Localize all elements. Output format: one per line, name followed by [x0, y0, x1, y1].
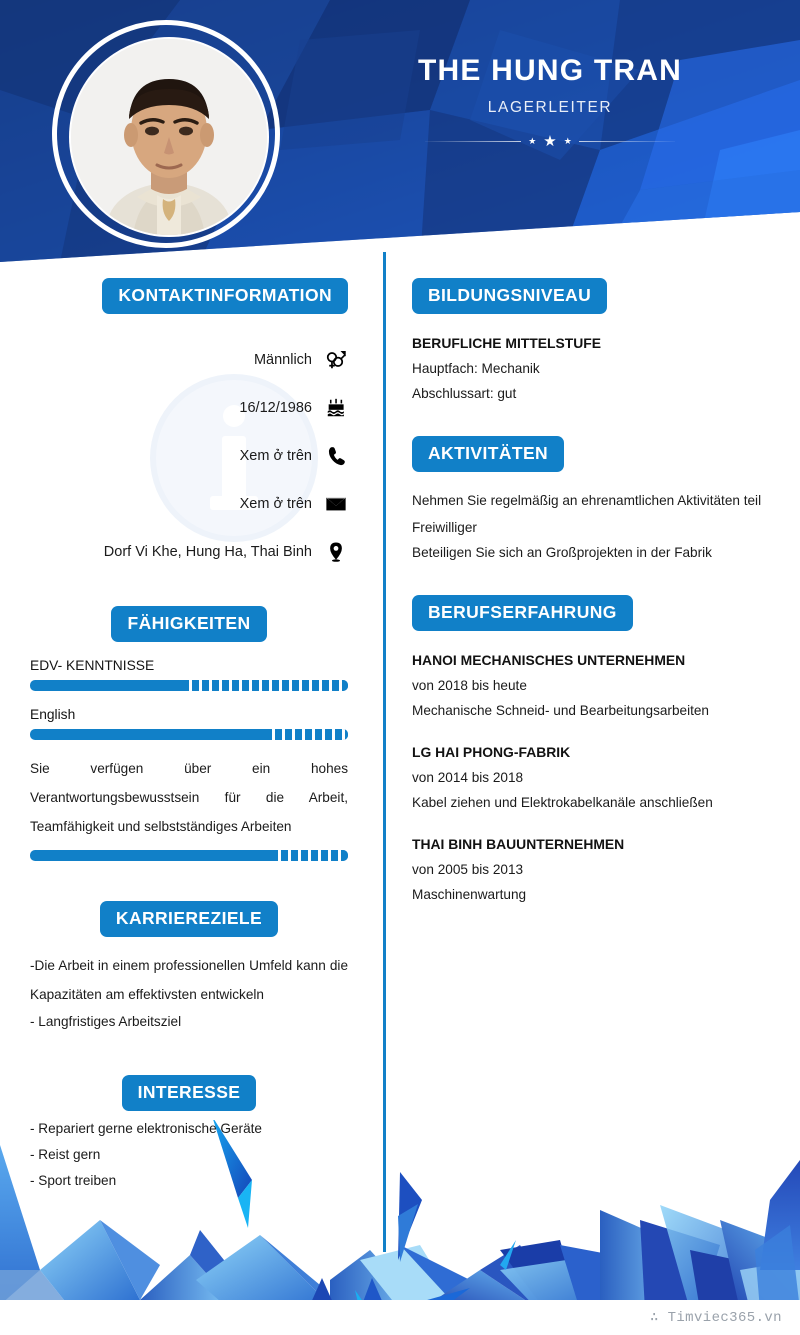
experience-heading: BERUFSERFAHRUNG: [412, 595, 633, 631]
phone-icon: [324, 444, 348, 468]
divider-rule-left: [425, 141, 521, 142]
interests-line-1: - Repariert gerne elektronische Geräte: [30, 1121, 262, 1136]
contact-row-phone: [30, 432, 348, 480]
contact-value-phone: Xem ở trên: [239, 448, 312, 464]
skill-bar-soft: [30, 850, 348, 861]
right-column: [412, 278, 770, 907]
footer-credit: ∴ Timviec365.vn: [649, 1310, 782, 1326]
skill-bar-soft-remainder: [278, 850, 348, 861]
interests-line-2: - Reist gern: [30, 1147, 101, 1162]
skill-label-english: English: [30, 707, 76, 722]
contact-heading-row: [30, 278, 348, 314]
experience-period-3: von 2005 bis 2013: [412, 862, 524, 877]
skill-bar-english-remainder: [272, 729, 348, 740]
contact-row-birthday: [30, 384, 348, 432]
gender-icon: [324, 348, 348, 372]
location-pin-icon: [324, 540, 348, 564]
skill-bar-english: [30, 729, 348, 740]
skill-bar-edv-remainder: [189, 680, 348, 691]
contact-row-gender: [30, 336, 348, 384]
birthday-cake-icon: [324, 396, 348, 420]
contact-value-email: Xem ở trên: [239, 496, 312, 512]
experience-title-1: HANOI MECHANISCHES UNTERNEHMEN: [412, 652, 686, 668]
education-heading: BILDUNGSNIVEAU: [412, 278, 607, 314]
contact-heading: KONTAKTINFORMATION: [102, 278, 348, 314]
skills-heading-row: [30, 606, 348, 642]
star-icon-right: ★: [563, 136, 572, 146]
career-goals-line-1: - Langfristiges Arbeitsziel: [30, 1014, 182, 1029]
experience-description-1: Mechanische Schneid- und Bearbeitungsarbeiten: [412, 703, 709, 718]
experience-description-3: Maschinenwartung: [412, 887, 527, 902]
experience-period-2: von 2014 bis 2018: [412, 770, 524, 785]
contact-value-birthday: 16/12/1986: [239, 400, 312, 416]
education-entry-title: BERUFLICHE MITTELSTUFE: [412, 335, 602, 351]
education-entry-line-1: Hauptfach: Mechanik: [412, 361, 540, 376]
contact-value-address: Dorf Vi Khe, Hung Ha, Thai Binh: [103, 544, 312, 560]
experience-entry-1: [412, 648, 770, 723]
career-goals-paragraph: -Die Arbeit in einem professionellen Umfeld kann die Kapazitäten am effektivsten entwickeln: [30, 958, 348, 1002]
skills-note: Sie verfügen über ein hohes Verantwortungsbewusstsein für die Arbeit, Teamfähigkeit und selbstständiges Arbeiten: [30, 761, 348, 834]
candidate-name: THE HUNG TRAN: [418, 54, 682, 87]
contact-value-gender: Männlich: [253, 352, 312, 368]
star-icon-center: ★: [543, 133, 557, 150]
activities-line-2: Beteiligen Sie sich an Großprojekten in der Fabrik: [412, 545, 712, 560]
resume-header: [0, 0, 800, 262]
divider-rule-right: [579, 141, 675, 142]
education-heading-row: [412, 278, 770, 314]
experience-description-2: Kabel ziehen und Elektrokabelkanäle anschließen: [412, 795, 713, 810]
envelope-icon: [324, 492, 348, 516]
activities-heading: AKTIVITÄTEN: [412, 436, 564, 472]
experience-title-3: THAI BINH BAUUNTERNEHMEN: [412, 836, 625, 852]
header-name-block: [396, 52, 704, 149]
contact-list: [30, 336, 348, 576]
portrait-photo: [71, 39, 267, 235]
activities-paragraph: Nehmen Sie regelmäßig an ehrenamtlichen Aktivitäten teil: [412, 493, 762, 508]
candidate-job-title: LAGERLEITER: [487, 99, 613, 116]
avatar-ring: [69, 37, 269, 237]
experience-title-2: LG HAI PHONG-FABRIK: [412, 744, 571, 760]
activities-heading-row: [412, 436, 770, 472]
interests-heading-row: [30, 1075, 348, 1111]
education-entry-line-2: Abschlussart: gut: [412, 386, 517, 401]
footer-decoration: [0, 1120, 800, 1335]
experience-entry-2: [412, 740, 770, 815]
career-goals-heading-row: [30, 901, 348, 937]
interests-line-3: - Sport treiben: [30, 1173, 117, 1188]
star-icon-left: ★: [528, 136, 537, 146]
left-column: [30, 278, 348, 1194]
contact-row-email: [30, 480, 348, 528]
interests-heading: INTERESSE: [122, 1075, 257, 1111]
skills-heading: FÄHIGKEITEN: [111, 606, 266, 642]
career-goals-heading: KARRIEREZIELE: [100, 901, 278, 937]
star-divider: [396, 134, 704, 149]
experience-period-1: von 2018 bis heute: [412, 678, 527, 693]
experience-heading-row: [412, 595, 770, 631]
skill-label-edv: EDV- KENNTNISSE: [30, 658, 155, 673]
contact-row-address: [30, 528, 348, 576]
activities-line-1: Freiwilliger: [412, 520, 477, 535]
skill-bar-edv: [30, 680, 348, 691]
experience-entry-3: [412, 832, 770, 907]
column-divider: [383, 252, 386, 1252]
avatar: [52, 20, 280, 248]
